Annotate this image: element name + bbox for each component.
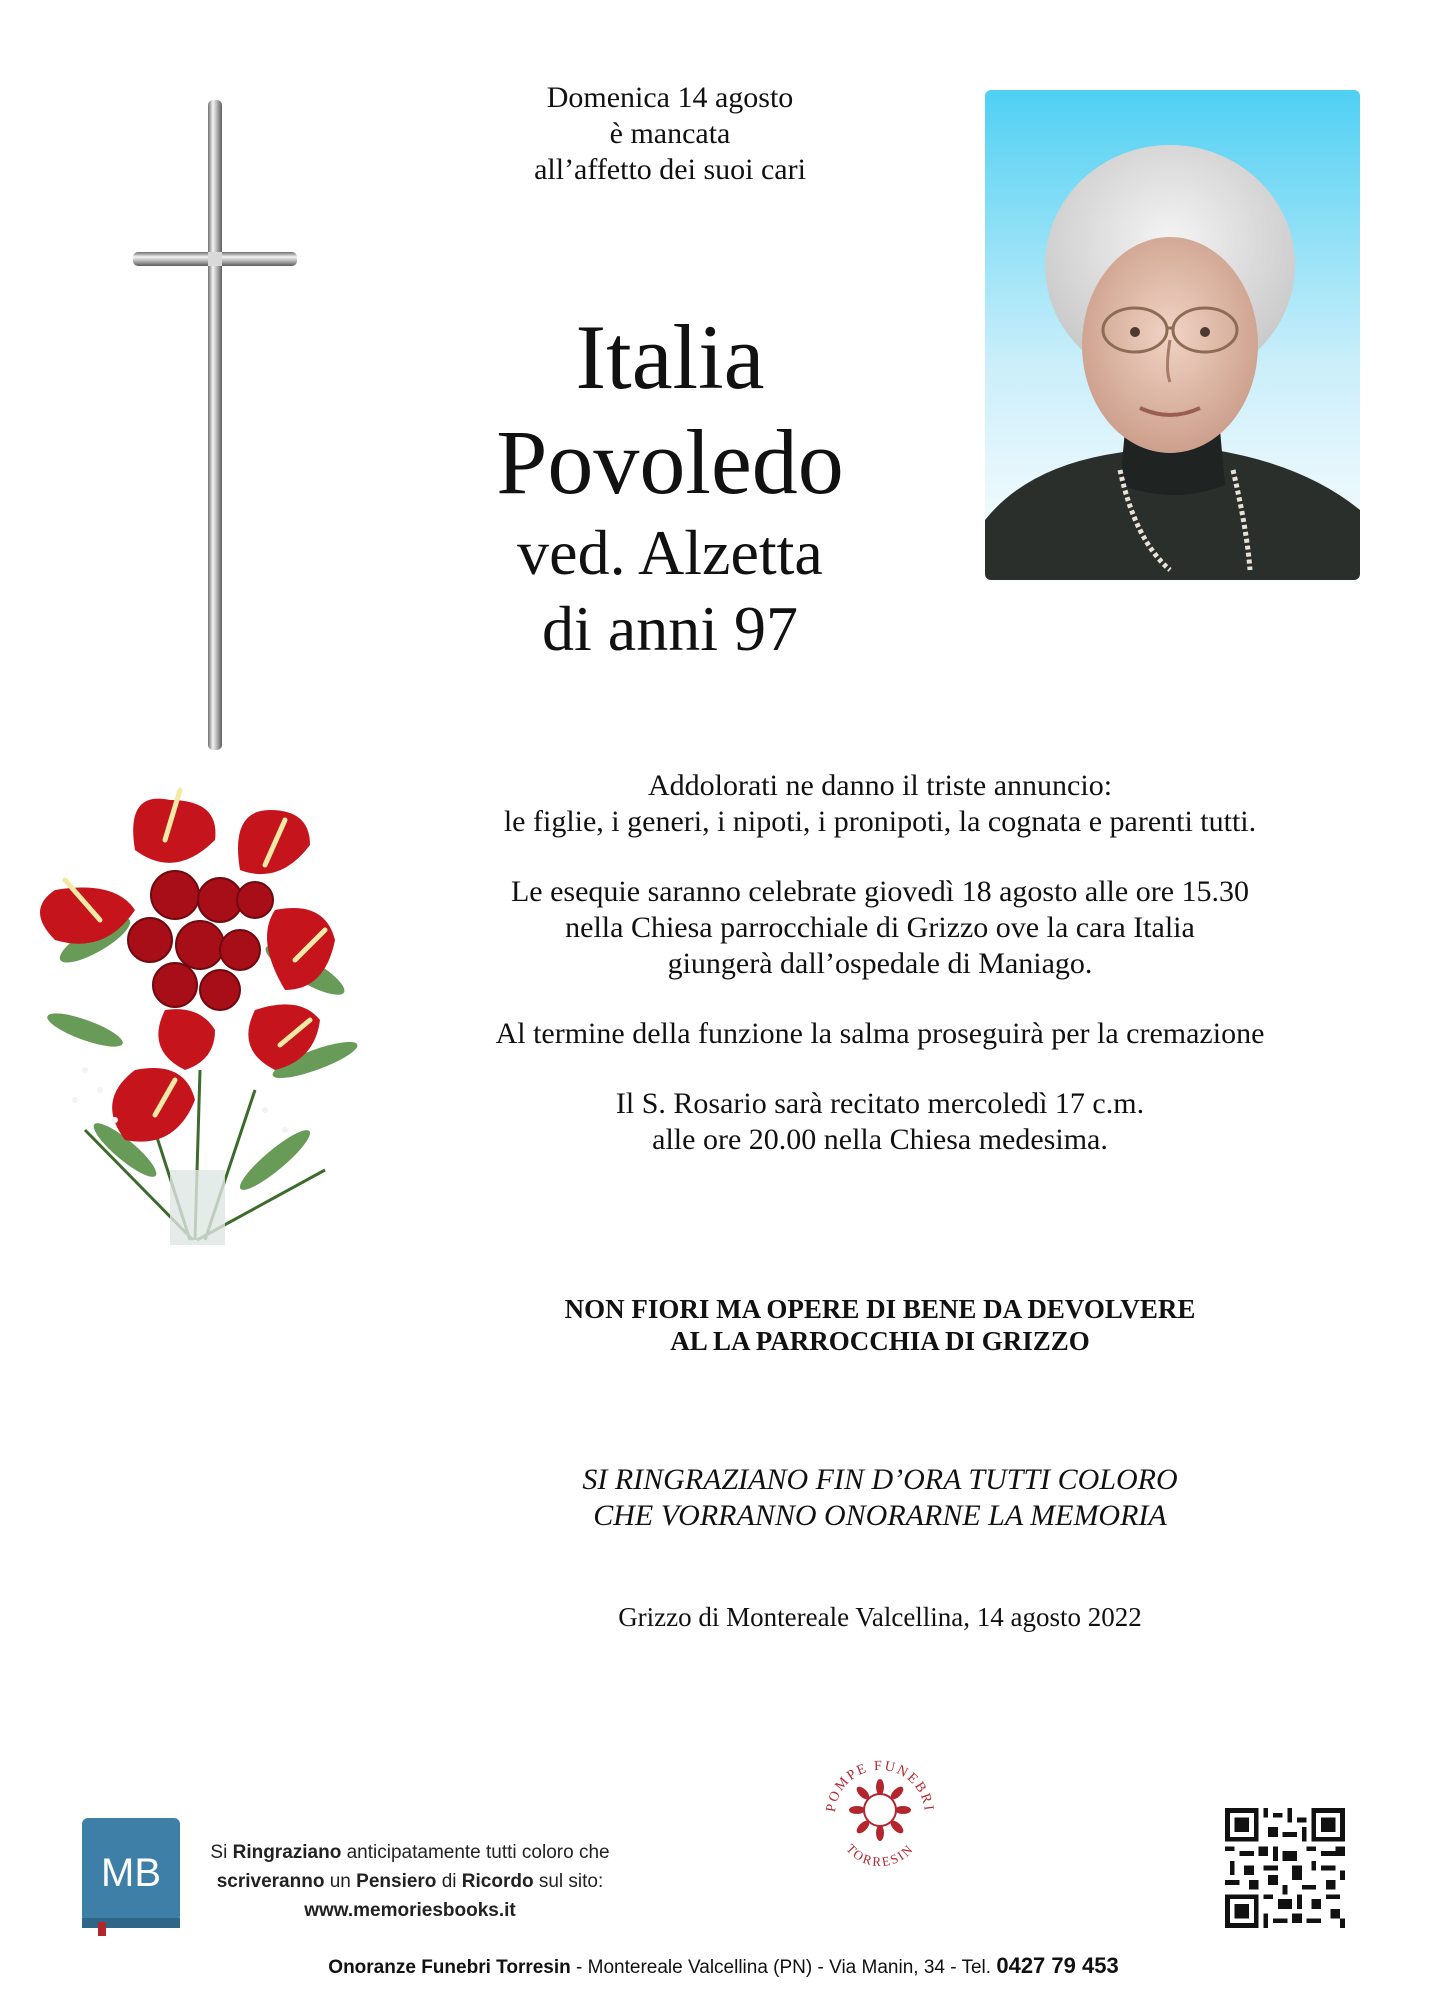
- mb-line-1: [200, 1838, 620, 1867]
- qr-code-icon[interactable]: [1225, 1808, 1345, 1928]
- announcement-line: Addolorati ne danno il triste annuncio:: [647, 769, 1113, 802]
- mb-text-part: sul sito:: [533, 1871, 604, 1892]
- notice-line: AL LA PARROCCHIA DI GRIZZO: [670, 1326, 1090, 1356]
- pf-logo-bottom-text: TORRESIN: [843, 1840, 917, 1870]
- footer-company: Onoranze Funebri Torresin: [328, 1957, 571, 1978]
- announcement-line: Le esequie saranno celebrate giovedì 18 agosto alle ore 15.30: [510, 875, 1250, 908]
- intro-text: [470, 80, 870, 188]
- announcement-line: Al termine della funzione la salma proseguirà per la cremazione: [495, 1017, 1265, 1050]
- first-name: Italia: [575, 306, 765, 408]
- intro-line-2: è mancata: [609, 117, 731, 150]
- announcement-paragraph-1: [440, 768, 1320, 840]
- place-date: Grizzo di Montereale Valcellina, 14 agosto 2022: [618, 1602, 1142, 1632]
- memoriesbooks-logo[interactable]: [80, 1818, 182, 1936]
- thanks-message: [440, 1462, 1320, 1534]
- intro-date: Domenica 14 agosto: [546, 81, 794, 114]
- age: di anni 97: [542, 593, 798, 664]
- thanks-line: CHE VORRANNO ONORARNE LA MEMORIA: [593, 1499, 1167, 1532]
- donation-notice: [440, 1293, 1320, 1357]
- mb-url-link[interactable]: [200, 1896, 620, 1925]
- mb-text-part: un: [324, 1871, 357, 1892]
- announcement-line: giungerà dall’ospedale di Maniago.: [667, 947, 1093, 980]
- mb-line-2: [200, 1867, 620, 1896]
- mb-text-bold: Ricordo: [461, 1871, 534, 1892]
- mb-text-part: anticipatamente tutti coloro che: [341, 1842, 610, 1863]
- memoriesbooks-text: [200, 1838, 620, 1925]
- footer-phone[interactable]: 0427 79 453: [996, 1953, 1119, 1978]
- footer-contact-line: [0, 1953, 1447, 1979]
- intro-line-3: all’affetto dei suoi cari: [534, 153, 806, 186]
- mb-logo-text: MB: [101, 1851, 161, 1895]
- announcement-line: nella Chiesa parrocchiale di Grizzo ove la cara Italia: [565, 911, 1195, 944]
- last-name: Povoledo: [496, 411, 844, 513]
- svg-text:TORRESIN: [843, 1841, 916, 1870]
- widow-of: ved. Alzetta: [517, 517, 823, 588]
- mb-text-part: Si: [210, 1842, 233, 1863]
- announcement-line: Il S. Rosario sarà recitato mercoledì 17 c.m.: [615, 1087, 1145, 1120]
- mb-text-bold: Pensiero: [356, 1871, 437, 1892]
- footer-address: - Montereale Valcellina (PN) - Via Manin, 34 - Tel.: [570, 1957, 997, 1978]
- mb-text-part: di: [436, 1871, 462, 1892]
- pf-logo-top-text: POMPE FUNEBRI: [823, 1758, 936, 1814]
- cross-icon: [130, 100, 300, 760]
- notice-line: NON FIORI MA OPERE DI BENE DA DEVOLVERE: [564, 1294, 1196, 1324]
- thanks-line: SI RINGRAZIANO FIN D’ORA TUTTI COLORO: [582, 1463, 1178, 1496]
- announcement-body: [440, 768, 1320, 1192]
- portrait-photo: [985, 90, 1360, 580]
- flowers-bouquet: [25, 770, 380, 1245]
- deceased-name-block: [430, 305, 910, 667]
- mb-url[interactable]: www.memoriesbooks.it: [304, 1900, 516, 1921]
- announcement-line: le figlie, i generi, i nipoti, i pronipoti, la cognata e parenti tutti.: [503, 805, 1257, 838]
- pompe-funebri-logo: [815, 1745, 945, 1875]
- announcement-line: alle ore 20.00 nella Chiesa medesima.: [652, 1123, 1108, 1156]
- mb-text-bold: scriveranno: [216, 1871, 325, 1892]
- announcement-paragraph-4: [440, 1086, 1320, 1158]
- announcement-paragraph-3: [440, 1016, 1320, 1052]
- announcement-paragraph-2: [440, 874, 1320, 982]
- mb-text-bold: Ringraziano: [232, 1842, 342, 1863]
